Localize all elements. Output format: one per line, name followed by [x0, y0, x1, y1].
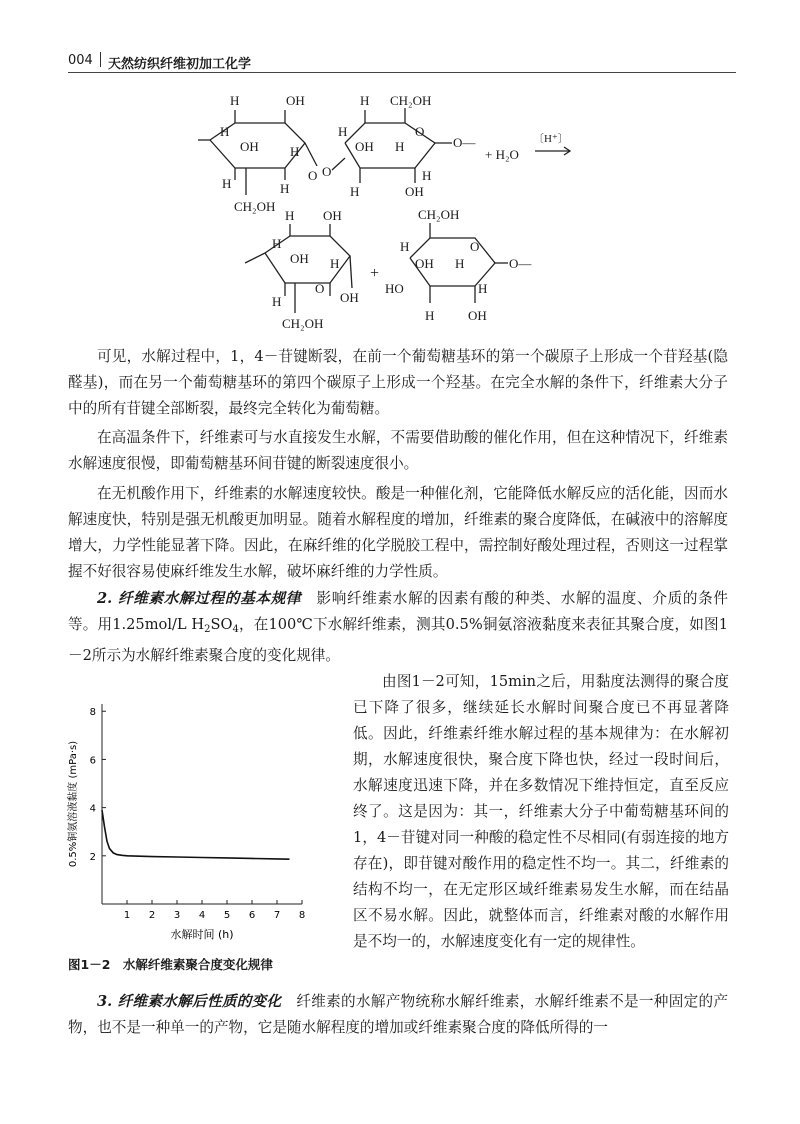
page-header: [68, 50, 738, 74]
section-heading-2: 2. 纤维素水解过程的基本规律: [97, 590, 302, 607]
r3-oh-top: OH: [323, 208, 342, 223]
r4-ho-left: HO: [385, 281, 404, 296]
r3-oh-right: OH: [340, 290, 359, 305]
paragraph-4: 2. 纤维素水解过程的基本规律 影响纤维素水解的因素有酸的种类、水解的温度、介质的条件等。用1.25mol/L $H_2SO_4$，在100℃下水解纤维素，测其0.5%铜氨溶液黏度来表征其聚合度，如图1－2所示为水解纤维素聚合度的变化规律。: [68, 590, 729, 664]
r2-tail: O—: [453, 135, 476, 150]
y-axis-label: 0.5%铜氨溶液黏度 (mPa·s): [68, 740, 79, 868]
r2-ring-o: O: [415, 124, 425, 139]
r4-h-bottom: H: [425, 308, 435, 323]
r4-oh-bottom: OH: [468, 308, 487, 323]
r1-ring-o: O: [308, 168, 318, 183]
x-tick-label: 2: [148, 910, 156, 921]
x-tick-label: 7: [273, 910, 281, 921]
x-tick-label: 6: [248, 910, 256, 921]
header-divider: [100, 52, 101, 67]
section-heading-3: 3. 纤维素水解后性质的变化: [97, 993, 282, 1010]
y-tick-label: 8: [89, 707, 96, 719]
r2-h-bottom: H: [350, 184, 360, 199]
x-axis-label: 水解时间 (h): [170, 928, 234, 941]
viscosity-line-chart: [62, 692, 322, 942]
page-number: 004: [68, 53, 93, 68]
viscosity-series-line: [102, 810, 290, 859]
y-tick-label: 6: [89, 755, 96, 767]
x-tick-label: 8: [298, 910, 306, 921]
r2-h-top: H: [360, 93, 370, 108]
r1-ch2oh: CH₂OH: [234, 199, 276, 214]
r4-oh-mid: OH: [415, 256, 434, 271]
x-tick-label: 5: [223, 910, 231, 921]
r1-h-top: H: [230, 93, 240, 108]
r1-oh-mid: OH: [240, 139, 259, 154]
header-rule: [68, 72, 736, 73]
r4-ch2oh: CH₂OH: [418, 207, 460, 222]
paragraph-5: 由图1－2可知，15min之后，用黏度法测得的聚合度已下降了很多，继续延长水解时间聚合度已不再显著降低。因此，纤维素纤维水解过程的基本规律为：在水解初期，水解速度很快，聚合度下降也快，经过一段时间后，水解速度迅速下降，并在多数情况下维持恒定，直至反应终了。这是因为：其一，纤维素大分子中葡萄糖基环间的1，4－苷键对同一种酸的稳定性不尽相同(有弱连接的地方存在)，即苷键对酸作用的稳定性不均一。其二，纤维素的结构不均一，在无定形区域纤维素易发生水解，而在结晶区不易水解。因此，就整体而言，纤维素对酸的水解作用是不均一的，水解速度变化有一定的规律性。: [353, 673, 729, 950]
r3-oh-mid: OH: [290, 251, 309, 266]
figure-caption: 图1－2 水解纤维素聚合度变化规律: [68, 957, 273, 972]
water: + H₂O: [485, 147, 519, 162]
r4-h-right: H: [478, 281, 488, 296]
y-tick-label: 2: [89, 851, 96, 863]
bridge-o: O: [322, 164, 332, 179]
paragraph-2: 在高温条件下，纤维素可与水直接发生水解，不需要借助酸的催化作用，但在这种情况下，纤维素水解速度很慢，即葡萄糖基环间苷键的断裂速度很小。: [68, 429, 728, 472]
plus-sign: +: [370, 265, 380, 282]
r1-oh-top: OH: [286, 93, 305, 108]
r3-h-left: H: [272, 236, 282, 251]
r1-h-left: H: [220, 124, 230, 139]
r4-h-mid: H: [455, 256, 465, 271]
r1-h-bottom-right: H: [280, 181, 290, 196]
r2-h-left: H: [338, 124, 348, 139]
catalyst-label: 〔H⁺〕: [533, 133, 569, 145]
paragraph-6: 3. 纤维素水解后性质的变化 纤维素的水解产物统称水解纤维素，水解纤维素不是一种固定的产物，也不是一种单一的产物，它是随水解程度的增加或纤维素聚合度的降低所得的一: [68, 993, 728, 1036]
x-tick-label: 1: [123, 910, 131, 921]
r1-h-bottom-left: H: [222, 176, 232, 191]
r2-ch2oh: CH₂OH: [390, 93, 432, 108]
r2-oh-bottom: OH: [405, 184, 424, 199]
paragraph-1: 可见，水解过程中，1，4－苷键断裂，在前一个葡萄糖基环的第一个碳原子上形成一个苷羟基(隐醛基)，而在另一个葡萄糖基环的第四个碳原子上形成一个羟基。在完全水解的条件下，纤维素大分子中的所有苷键全部断裂，最终完全转化为葡萄糖。: [68, 348, 728, 417]
y-tick-label: 4: [89, 803, 96, 815]
r4-tail: O—: [509, 256, 532, 271]
r4-ring-o: O: [470, 239, 480, 254]
r1-h-right: H: [290, 144, 300, 159]
r2-h-mid: H: [395, 139, 405, 154]
r2-oh-mid: OH: [355, 139, 374, 154]
r2-h-right: H: [422, 168, 432, 183]
r3-h-top: H: [285, 208, 295, 223]
x-tick-label: 4: [198, 910, 206, 921]
book-title: 天然纺织纤维初加工化学: [108, 57, 252, 72]
hydrolysis-reaction-scheme: [190, 88, 610, 343]
r4-h-left: H: [400, 239, 410, 254]
r3-ch2oh: CH₂OH: [282, 316, 324, 331]
r3-ring-o: O: [315, 281, 325, 296]
r3-h-bottom-left: H: [272, 294, 282, 309]
x-tick-label: 3: [173, 910, 181, 921]
paragraph-3: 在无机酸作用下，纤维素的水解速度较快。酸是一种催化剂，它能降低水解反应的活化能，因而水解速度快，特别是强无机酸更加明显。随着水解程度的增加，纤维素的聚合度降低，在碱液中的溶解度增大，力学性能显著下降。因此，在麻纤维的化学脱胶工程中，需控制好酸处理过程，否则这一过程掌握不好很容易使麻纤维发生水解，破坏麻纤维的力学性质。: [68, 485, 728, 580]
r3-h-right: H: [330, 256, 340, 271]
